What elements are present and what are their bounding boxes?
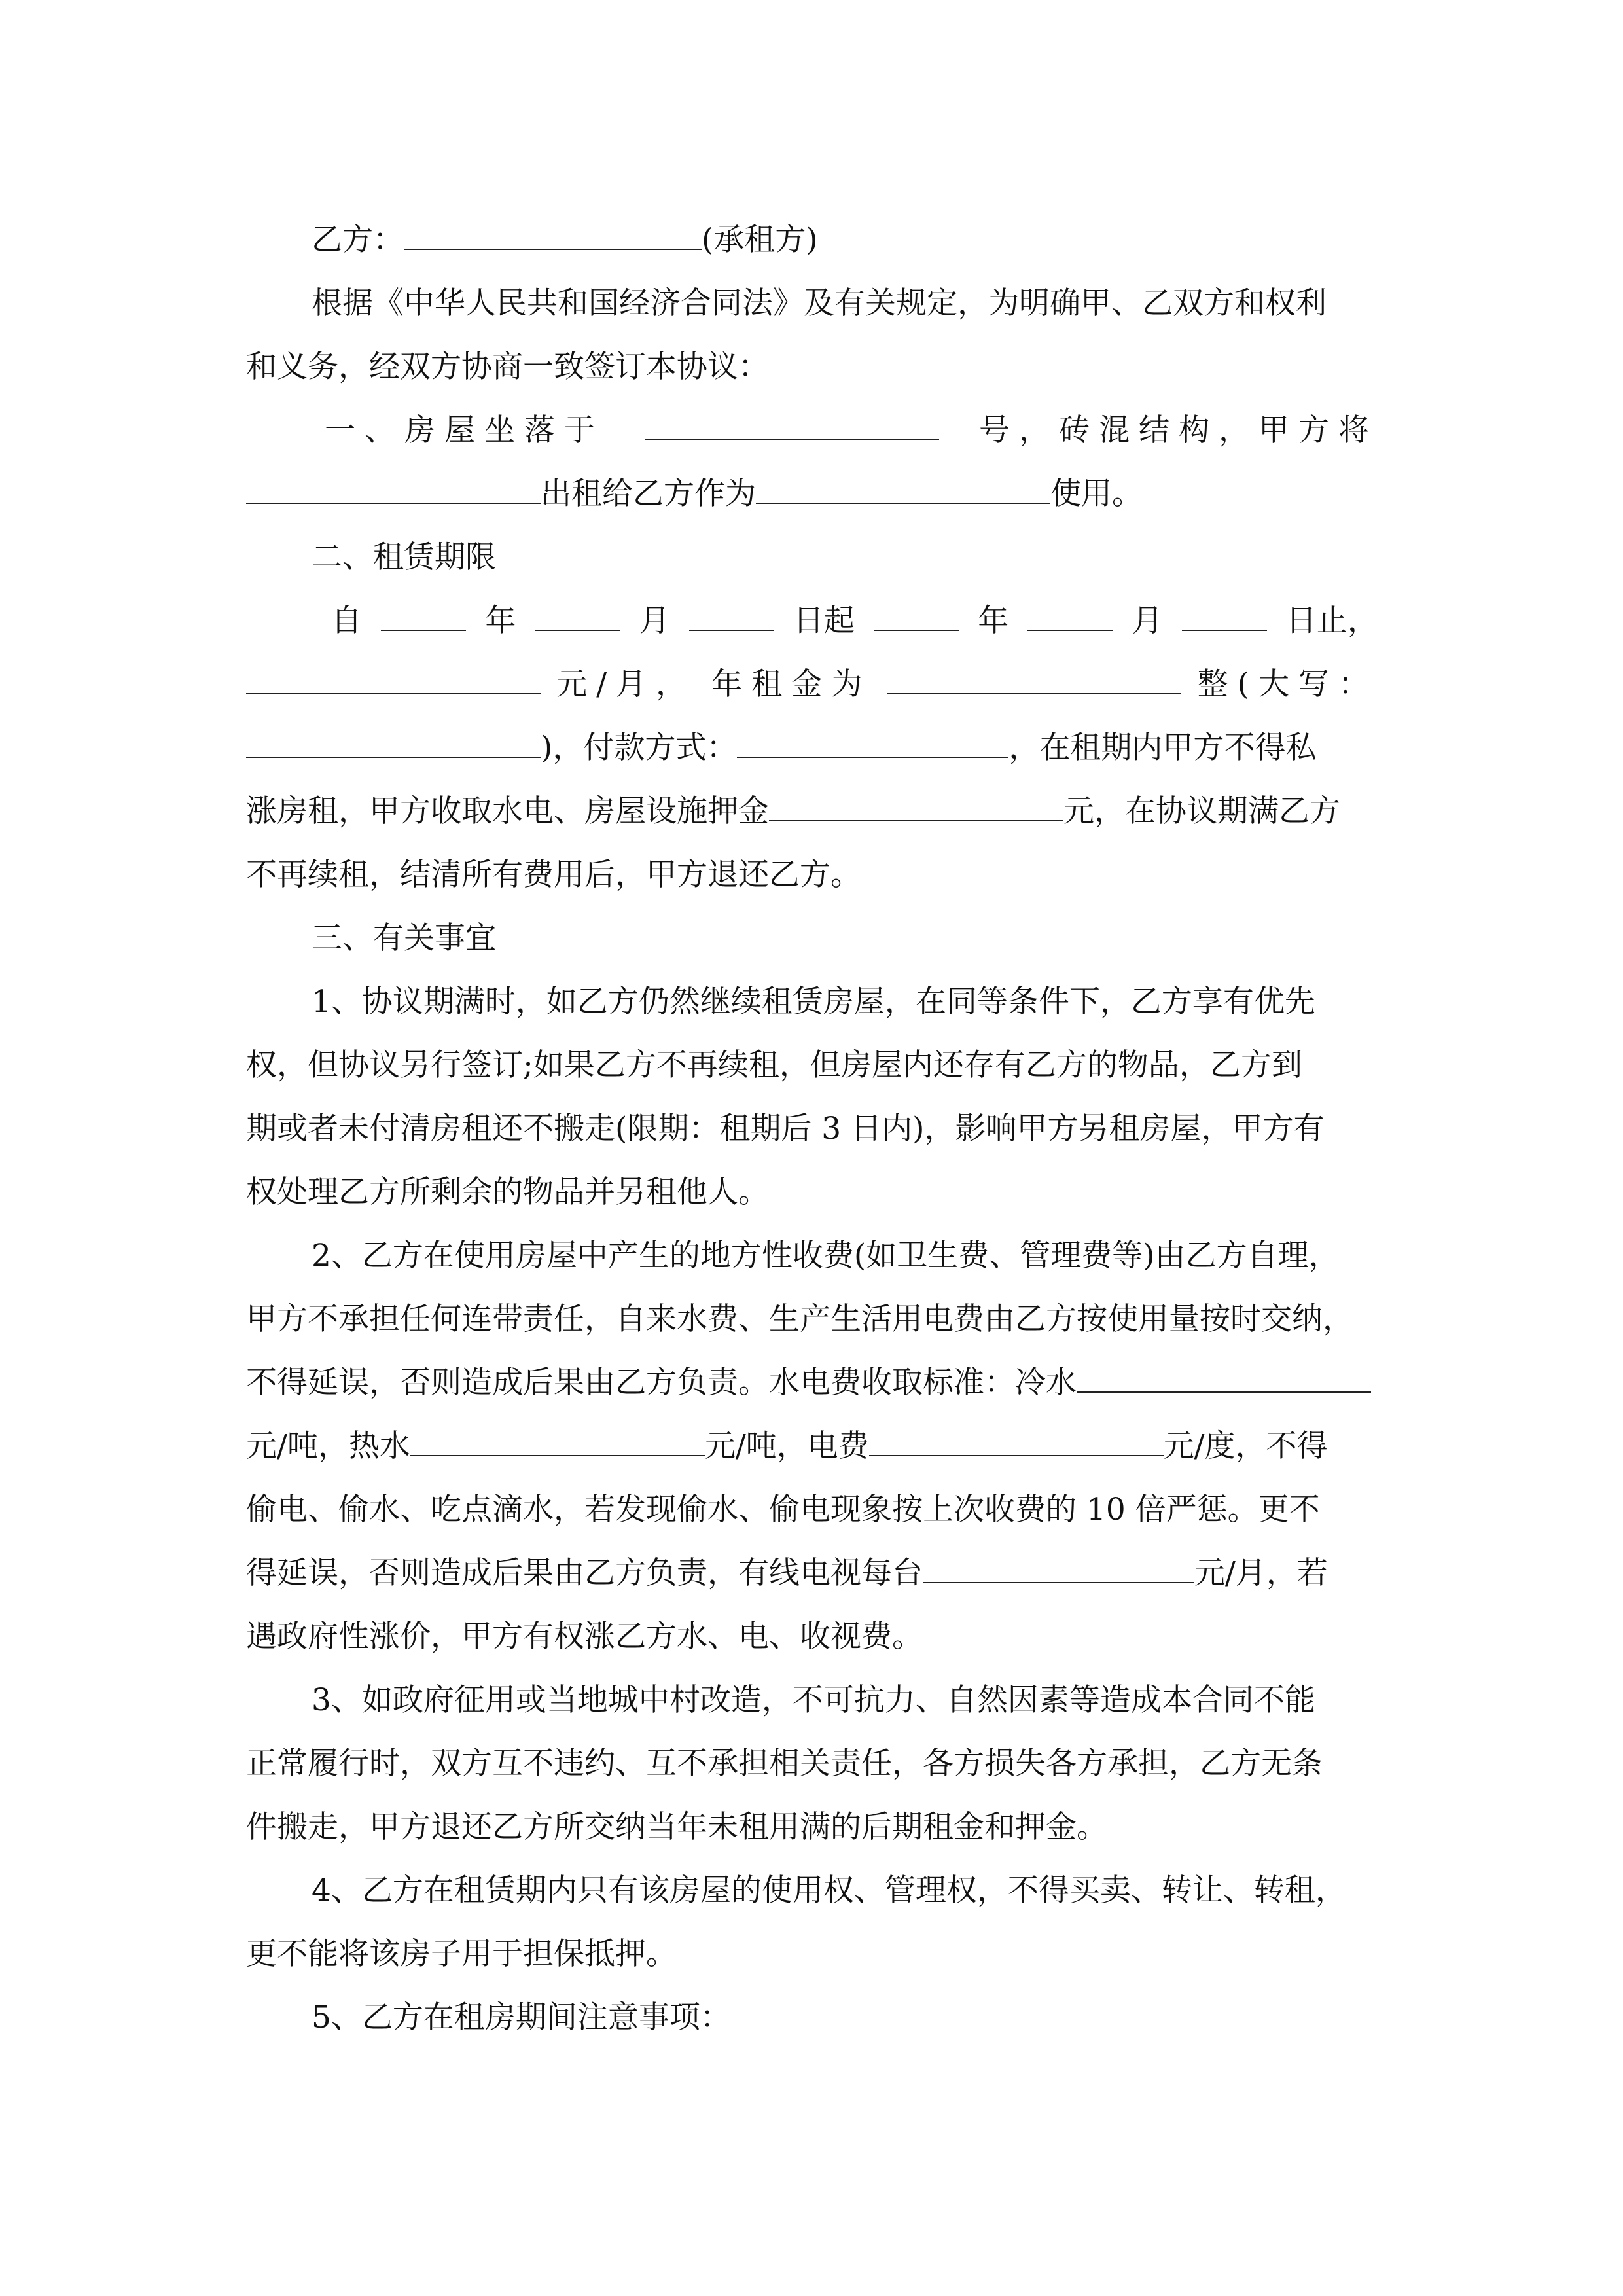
- clause1-line-1: 1、协议期满时，如乙方仍然继续租赁房屋，在同等条件下，乙方享有优先: [312, 984, 1315, 1020]
- usage-purpose-blank[interactable]: [756, 466, 1050, 504]
- monthly-rent-blank[interactable]: [246, 656, 541, 694]
- clause4-line-2: 更不能将该房子用于担保抵押。: [246, 1936, 677, 1972]
- rented-premises-blank[interactable]: [246, 466, 541, 504]
- deposit-amount-blank[interactable]: [769, 783, 1063, 821]
- payment-line: [246, 716, 1378, 780]
- clause5-line-1: 5、乙方在租房期间注意事项：: [312, 2000, 731, 2036]
- clause3-line-1: 3、如政府征用或当地城中村改造，不可抗力、自然因素等造成本合同不能: [312, 1682, 1315, 1718]
- water-standard-text: 不得延误，否则造成后果由乙方负责。水电费收取标准：冷水: [246, 1365, 1077, 1401]
- house-address-blank[interactable]: [645, 403, 939, 440]
- intro-line-2: 和义务，经双方协商一致签订本协议：: [246, 349, 769, 385]
- clause4-line-1: 4、乙方在租赁期内只有该房屋的使用权、管理权，不得买卖、转让、转租，: [312, 1873, 1346, 1909]
- payment-method-label: )，付款方式：: [541, 730, 738, 766]
- term-start-day: 日起: [793, 603, 855, 639]
- clause2-line-5: 偷电、偷水、吃点滴水，若发现偷水、偷电现象按上次收费的 10 倍严惩。更不: [246, 1492, 1320, 1528]
- rent-uppercase-blank[interactable]: [246, 720, 541, 758]
- end-day-blank[interactable]: [1182, 593, 1267, 631]
- start-day-blank[interactable]: [689, 593, 774, 631]
- rent-line: [246, 653, 1378, 716]
- intro-line-1: 根据《中华人民共和国经济合同法》及有关规定，为明确甲、乙双方和权利: [312, 285, 1327, 321]
- payment-method-blank[interactable]: [737, 720, 1008, 758]
- section1-line-2: [246, 462, 1378, 526]
- hot-water-price-blank[interactable]: [410, 1418, 705, 1456]
- rent-uppercase-label: 整(大写：: [1197, 666, 1378, 702]
- hot-water-label: 元/吨，热水: [246, 1428, 410, 1464]
- section2-title: 二、租赁期限: [312, 539, 496, 575]
- cold-water-price-blank[interactable]: [1077, 1355, 1371, 1393]
- section3-title: 三、有关事宜: [312, 920, 496, 956]
- party-b-label: 乙方：: [312, 222, 404, 258]
- refund-line: 不再续租，结清所有费用后，甲方退还乙方。: [246, 857, 861, 893]
- deposit-line: [246, 780, 1378, 843]
- section1-location-label: 一、房屋坐落于: [325, 412, 604, 448]
- electricity-label: 元/吨，电费: [704, 1428, 869, 1464]
- section1-rent-to: 出租给乙方作为: [541, 476, 756, 512]
- end-year-blank[interactable]: [874, 593, 959, 631]
- annual-rent-blank[interactable]: [887, 656, 1181, 694]
- clause2-line-1: 2、乙方在使用房屋中产生的地方性收费(如卫生费、管理费等)由乙方自理，: [312, 1238, 1340, 1274]
- electricity-price-blank[interactable]: [869, 1418, 1164, 1456]
- clause1-line-3: 期或者未付清房租还不搬走(限期：租期后 3 日内)，影响甲方另租房屋，甲方有: [246, 1111, 1325, 1147]
- section1-usage-tail: 使用。: [1050, 476, 1143, 512]
- section1-structure-text: 号，砖混结构，甲方将: [979, 412, 1378, 448]
- clause2-line-7: 遇政府性涨价，甲方有权涨乙方水、电、收视费。: [246, 1619, 923, 1655]
- contract-body: [246, 208, 1378, 2049]
- clause1-line-4: 权处理乙方所剩余的物品并另租他人。: [246, 1174, 769, 1210]
- party-b-line: [246, 208, 1378, 272]
- cable-tv-text: 得延误，否则造成后果由乙方负责，有线电视每台: [246, 1555, 923, 1591]
- end-month-blank[interactable]: [1027, 593, 1113, 631]
- term-line: [246, 589, 1378, 653]
- term-end-day: 日止，: [1285, 603, 1378, 639]
- clause2-line-6: [246, 1541, 1378, 1605]
- term-from: 自: [331, 603, 362, 639]
- clause2-line-4: [246, 1414, 1378, 1478]
- clause2-line-2: 甲方不承担任何连带责任，自来水费、生产生活用电费由乙方按使用量按时交纳，: [246, 1301, 1353, 1337]
- cable-tv-unit-text: 元/月，若: [1194, 1555, 1328, 1591]
- annual-rent-label: 年租金为: [711, 666, 872, 702]
- term-year-1: 年: [485, 603, 516, 639]
- electricity-unit-text: 元/度，不得: [1163, 1428, 1328, 1464]
- clause3-line-3: 件搬走，甲方退还乙方所交纳当年未租用满的后期租金和押金。: [246, 1809, 1107, 1845]
- party-b-name-blank[interactable]: [404, 212, 702, 250]
- no-increase-text: ，在租期内甲方不得私: [1008, 730, 1317, 766]
- deposit-text: 涨房租，甲方收取水电、房屋设施押金: [246, 793, 769, 829]
- party-b-suffix: (承租方): [702, 222, 818, 258]
- clause3-line-2: 正常履行时，双方互不违约、互不承担相关责任，各方损失各方承担，乙方无条: [246, 1746, 1323, 1782]
- term-year-2: 年: [978, 603, 1009, 639]
- cable-tv-fee-blank[interactable]: [923, 1545, 1194, 1583]
- section1-line-1: [246, 399, 1378, 462]
- term-month-1: 月: [639, 603, 670, 639]
- deposit-tail-text: 元，在协议期满乙方: [1063, 793, 1340, 829]
- start-year-blank[interactable]: [381, 593, 466, 631]
- term-month-2: 月: [1132, 603, 1163, 639]
- rent-per-month: 元/月，: [556, 666, 696, 702]
- clause2-line-3: [246, 1351, 1378, 1414]
- start-month-blank[interactable]: [535, 593, 620, 631]
- clause1-line-2: 权，但协议另行签订;如果乙方不再续租，但房屋内还存有乙方的物品，乙方到: [246, 1047, 1302, 1083]
